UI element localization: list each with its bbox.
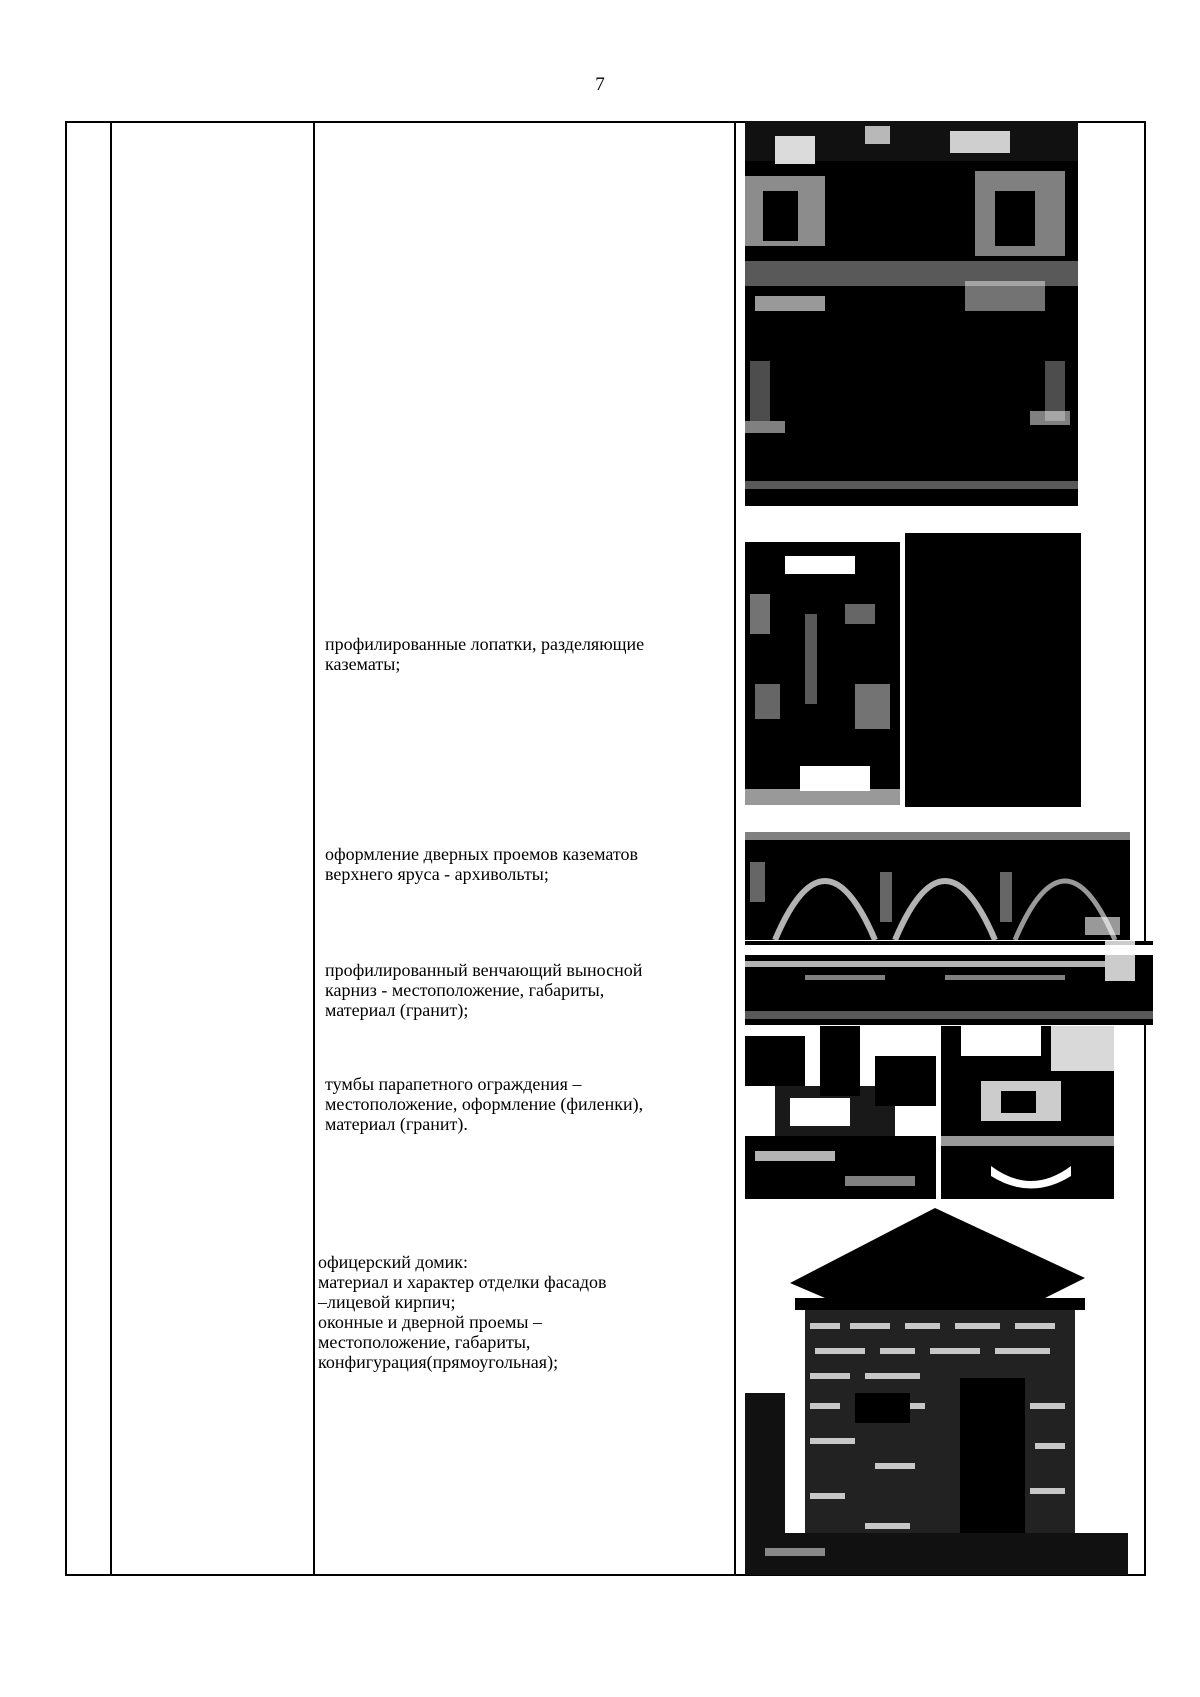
feature-text-archivolts: оформление дверных проемов казематов верхнего яруса - архивольты; xyxy=(325,844,638,884)
column-divider-1 xyxy=(110,123,112,1574)
page-number: 7 xyxy=(595,74,605,95)
photo-pilaster-detail xyxy=(745,534,900,805)
feature-text-officer-house: офицерский домик: материал и характер отделки фасадов –лицевой кирпич; оконные и дверной проемы – местоположение, габариты, конфигурация(прямоугольная); xyxy=(318,1252,607,1372)
photo-cornice xyxy=(745,941,1153,1025)
photo-parapet-left xyxy=(745,1026,936,1199)
photo-brick-house xyxy=(745,1203,1128,1575)
photo-dark-panel xyxy=(905,533,1081,807)
feature-text-cornice: профилированный венчающий выносной карниз - местоположение, габариты, материал (гранит); xyxy=(325,960,643,1020)
column-divider-2 xyxy=(313,123,315,1574)
feature-text-pilasters: профилированные лопатки, разделяющие казематы; xyxy=(325,634,645,674)
photo-casemate-facade xyxy=(745,121,1078,506)
column-divider-3 xyxy=(734,123,736,1574)
feature-text-parapet: тумбы парапетного ограждения – местоположение, оформление (филенки), материал (гранит). xyxy=(325,1074,644,1134)
photo-arches xyxy=(745,832,1130,940)
photo-parapet-right xyxy=(941,1026,1114,1199)
